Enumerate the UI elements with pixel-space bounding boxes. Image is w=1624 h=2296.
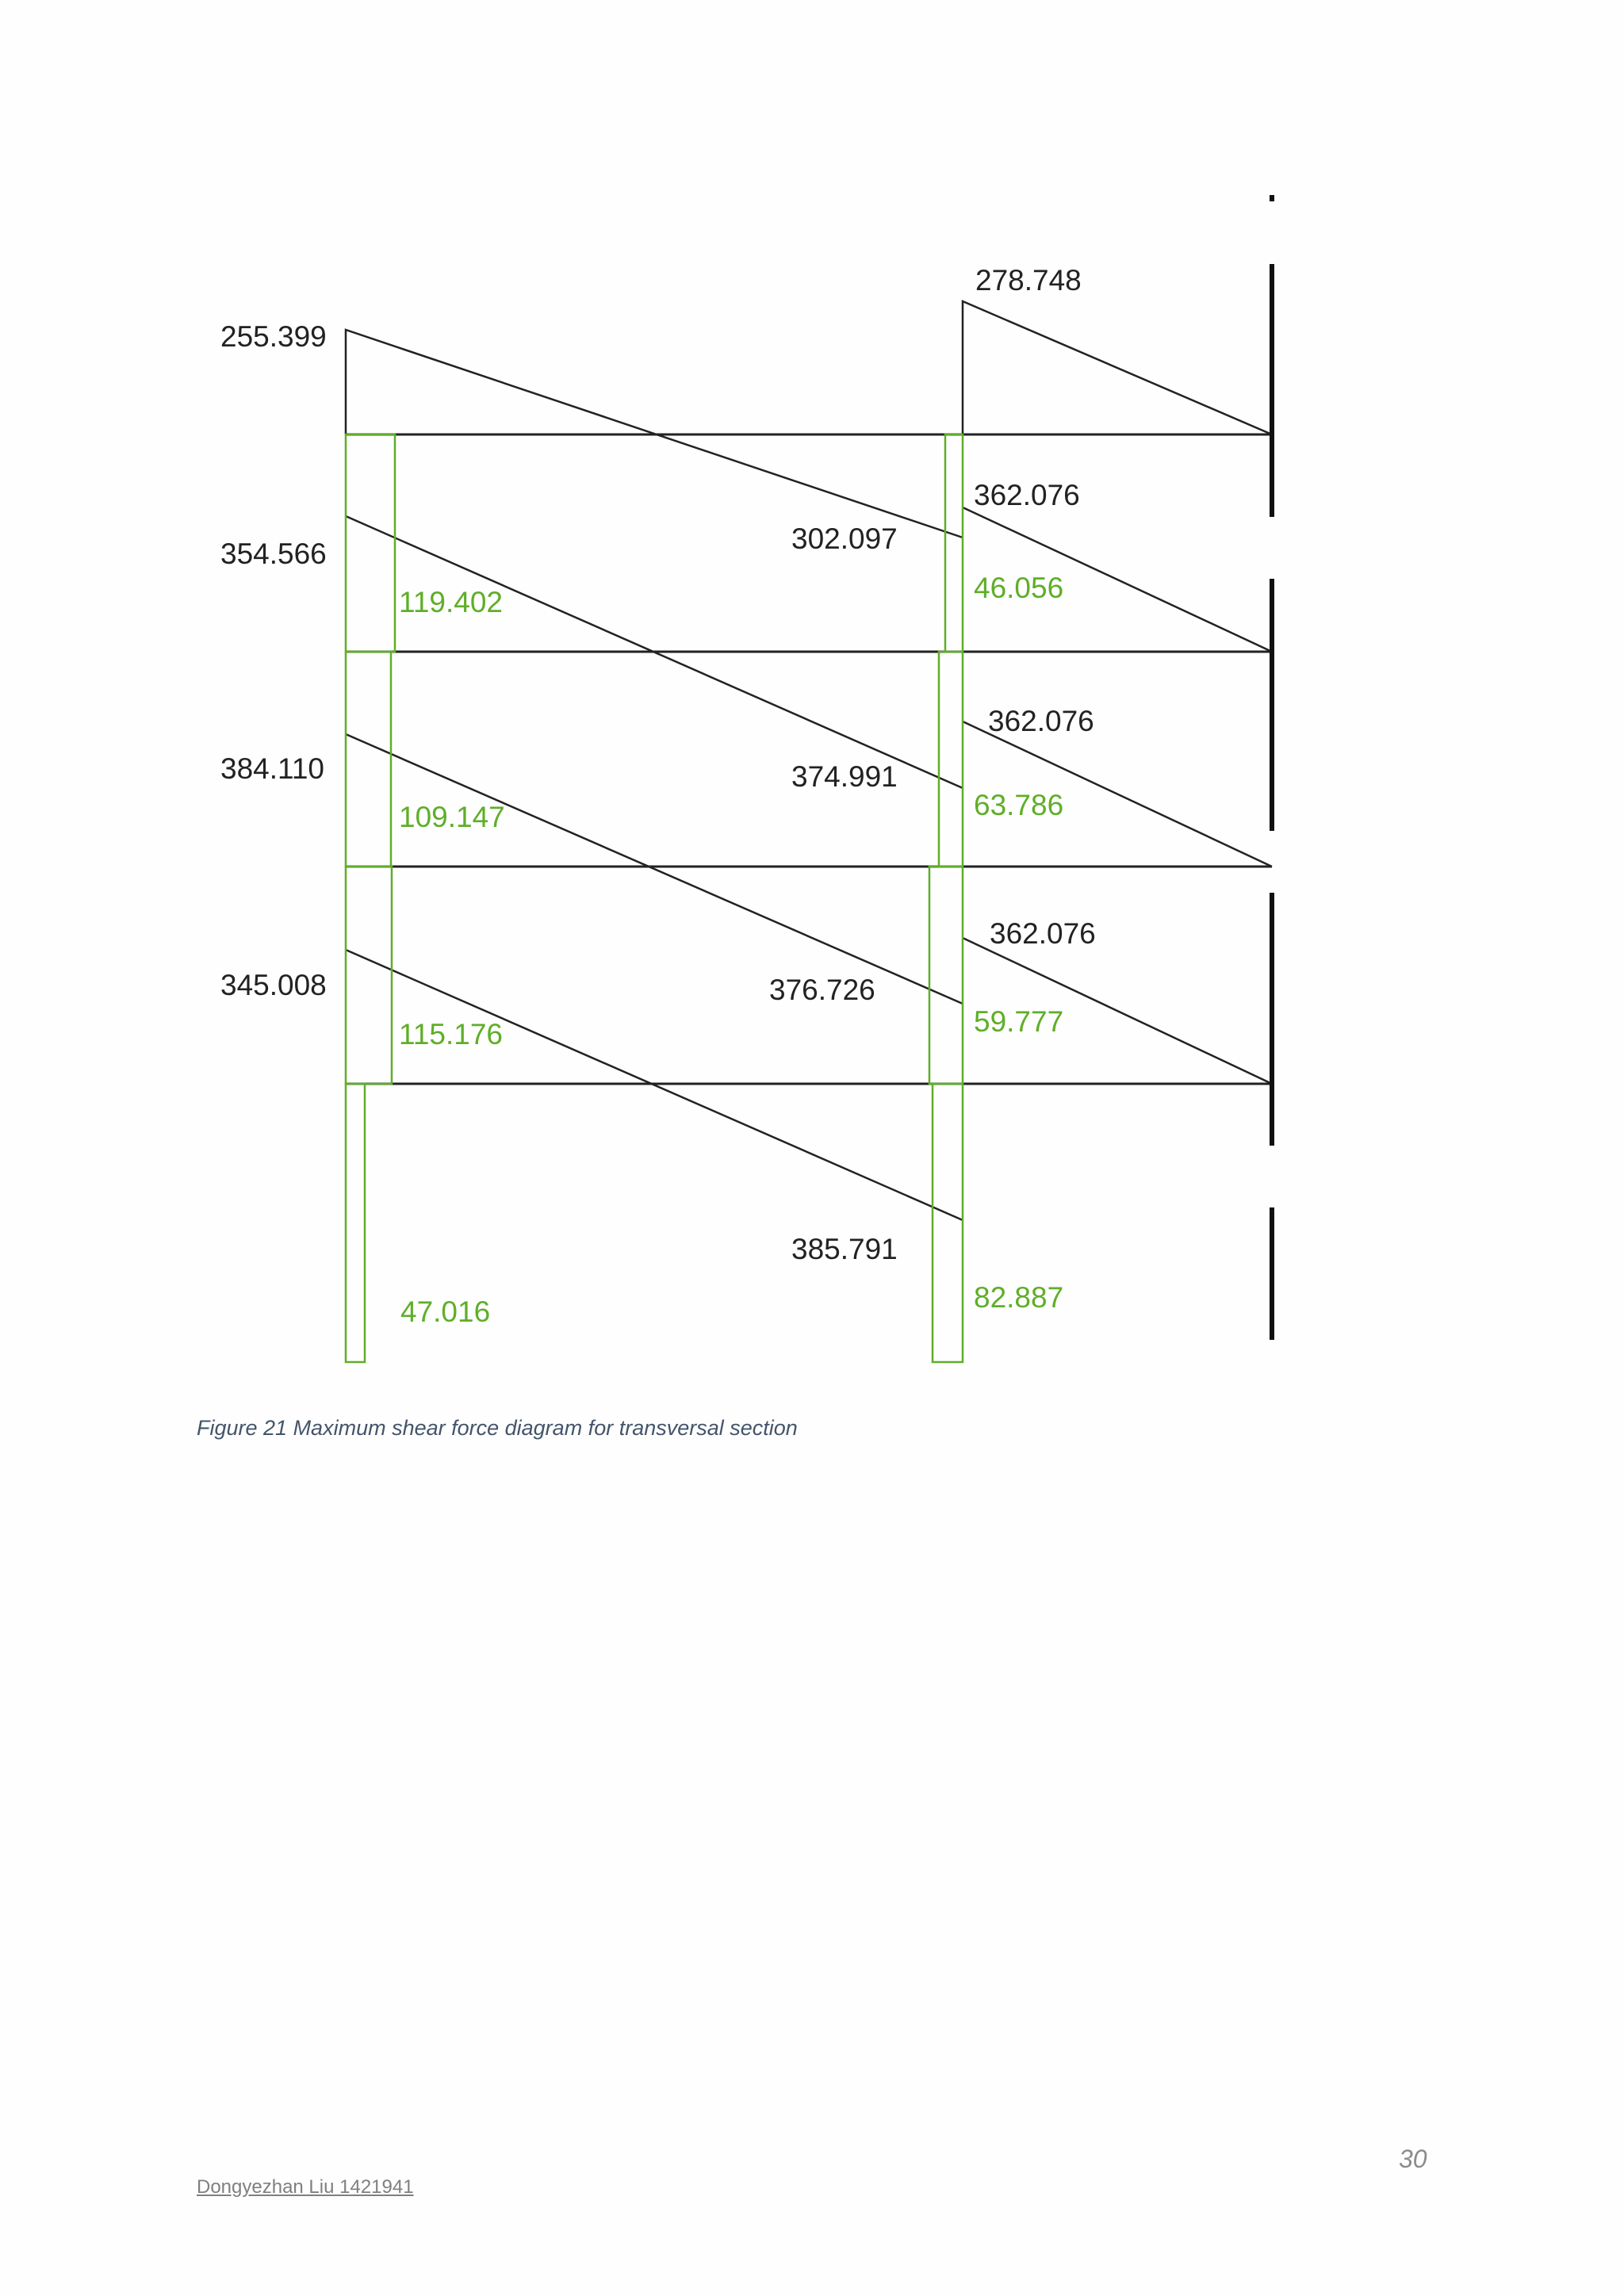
right-beam-value-2: 362.076 <box>988 705 1094 737</box>
left-beam-value-3: 384.110 <box>220 752 324 785</box>
page-number: 30 <box>1399 2145 1427 2173</box>
left-column-value-3: 115.176 <box>399 1018 503 1050</box>
middle-column-value-3: 59.777 <box>974 1005 1064 1038</box>
middle-column-box-4 <box>933 1084 963 1362</box>
left-column-box-2 <box>346 652 391 867</box>
footer-author: Dongyezhan Liu 1421941 <box>197 2176 414 2198</box>
middle-column-box-1 <box>945 434 963 652</box>
right-beam-value-1: 362.076 <box>974 479 1080 511</box>
middle-column-value-1: 46.056 <box>974 572 1064 604</box>
left-column-box-1 <box>346 434 395 652</box>
left-column-box-4 <box>346 1084 365 1362</box>
middle-beam-value-4: 385.791 <box>791 1233 898 1265</box>
left-beam-value-2: 354.566 <box>220 538 327 570</box>
left-column-value-1: 119.402 <box>399 586 503 618</box>
middle-beam-value-3: 376.726 <box>769 974 875 1006</box>
top-marker-dot <box>1270 195 1274 201</box>
left-column-value-4: 47.016 <box>400 1295 491 1328</box>
left-column-box-3 <box>346 867 392 1084</box>
middle-column-value-4: 82.887 <box>974 1281 1064 1314</box>
middle-beam-value-2: 374.991 <box>791 760 898 793</box>
column-shear-boxes <box>346 434 963 1362</box>
middle-beam-value-1: 302.097 <box>791 522 898 555</box>
shear-line-top-right <box>963 301 1272 434</box>
right-top-value: 278.748 <box>975 264 1082 297</box>
left-column-value-2: 109.147 <box>399 801 505 833</box>
middle-column-value-2: 63.786 <box>974 789 1064 821</box>
figure-caption: Figure 21 Maximum shear force diagram for transversal section <box>197 1416 798 1440</box>
right-beam-value-3: 362.076 <box>990 917 1096 950</box>
left-beam-value-1: 255.399 <box>220 320 327 353</box>
middle-column-box-2 <box>939 652 963 867</box>
middle-column-box-3 <box>929 867 963 1084</box>
left-beam-value-4: 345.008 <box>220 969 327 1001</box>
